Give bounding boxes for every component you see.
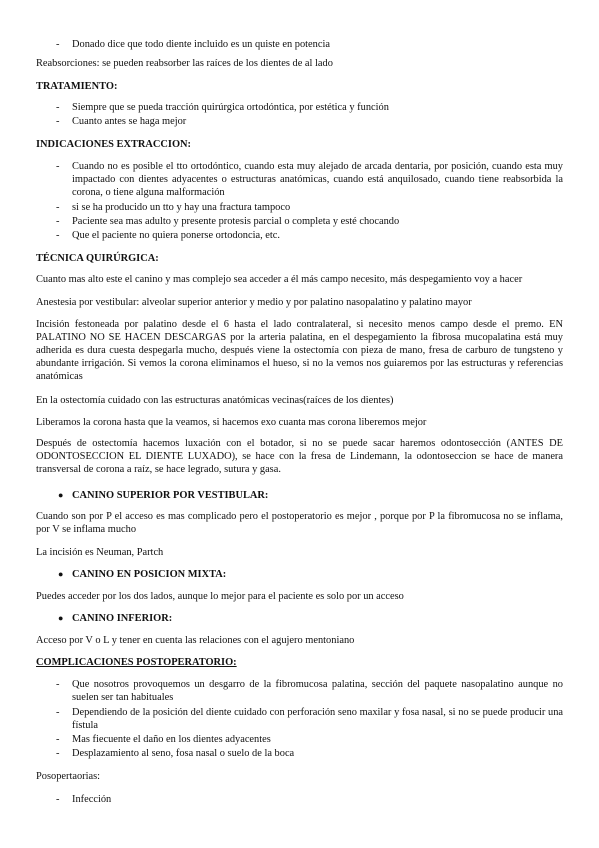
heading-tratamiento: TRATAMIENTO: (36, 81, 118, 92)
paragraph: Cuando son por P el acceso es mas complicado pero el postoperatorio es mejor , porque por P la fibromucosa no se inflama, por V se inflama mucho (36, 511, 563, 535)
list-dash: - (56, 748, 60, 759)
paragraph: La incisión es Neuman, Partch (36, 547, 164, 558)
paragraph: Puedes acceder por los dos lados, aunque lo mejor para el paciente es solo por un acceso (36, 591, 404, 602)
heading-canino-mixta: CANINO EN POSICION MIXTA: (72, 569, 227, 580)
heading-indicaciones: INDICACIONES EXTRACCION: (36, 139, 192, 150)
paragraph: Anestesia por vestibular: alveolar superior anterior y medio y por palatino nasopalatino y palatino mayor (36, 297, 472, 308)
list-dash: - (56, 39, 60, 50)
bullet-icon: ● (58, 569, 64, 579)
list-dash: - (56, 116, 60, 127)
list-dash: - (56, 202, 60, 213)
list-item: Que el paciente no quiera ponerse ortodoncia, etc. (72, 230, 281, 241)
list-item: Dependiendo de la posición del diente cuidado con perforación seno maxilar y fosa nasal, si no se puede producir una fístula (72, 707, 563, 731)
list-dash: - (56, 161, 60, 172)
paragraph: Cuanto mas alto este el canino y mas complejo sea acceder a él más campo necesito, más despegamiento voy a hacer (36, 274, 523, 285)
list-dash: - (56, 230, 60, 241)
list-item: Que nosotros provoquemos un desgarro de la fibromucosa palatina, sección del paquete nasopalatino aunque no suelen ser tan habituales (72, 679, 563, 703)
heading-complicaciones: COMPLICACIONES POSTOPERATORIO: (36, 657, 237, 668)
paragraph: Después de ostectomía hacemos luxación con el botador, si no se puede sacar haremos odontosección (ANTES DE ODONTOSECCION EL DIENTE LUXADO), se hace con la fresa de Lindemann, la odontoseccion se hace de manera transversal de corona a raíz, se hace legrado, sutura y gasa. (36, 438, 563, 475)
list-item: Infección (72, 794, 112, 805)
list-dash: - (56, 102, 60, 113)
paragraph-posoperatorias: Posopertaorias: (36, 771, 101, 782)
paragraph: Liberamos la corona hasta que la veamos, si hacemos exo cuanta mas corona liberemos mejor (36, 417, 427, 428)
paragraph: Acceso por V o L y tener en cuenta las relaciones con el agujero mentoniano (36, 635, 355, 646)
list-item: Cuando no es posible el tto ortodóntico, cuando esta muy alejado de arcada dentaria, por posición, cuando esta muy impactado con dientes adyacentes o estructuras anatómicas, cuando está anquilosado, cuando tiene reabsorbida la corona, o tiene alguna malformación (72, 161, 563, 198)
heading-tecnica: TÉCNICA QUIRÚRGICA: (36, 253, 159, 264)
list-dash: - (56, 734, 60, 745)
bullet-icon: ● (58, 613, 64, 623)
paragraph: En la ostectomía cuidado con las estructuras anatómicas vecinas(raíces de los dientes) (36, 395, 394, 406)
heading-canino-inferior: CANINO INFERIOR: (72, 613, 173, 624)
list-item: Paciente sea mas adulto y presente protesis parcial o completa y esté chocando (72, 216, 400, 227)
list-item: Donado dice que todo diente incluido es un quiste en potencia (72, 39, 330, 50)
list-dash: - (56, 707, 60, 718)
list-dash: - (56, 679, 60, 690)
list-dash: - (56, 794, 60, 805)
list-item: Mas fiecuente el daño en los dientes adyacentes (72, 734, 271, 745)
list-item: Cuanto antes se haga mejor (72, 116, 187, 127)
bullet-icon: ● (58, 490, 64, 500)
paragraph-reabsorciones: Reabsorciones: se pueden reabsorber las raíces de los dientes de al lado (36, 58, 333, 69)
list-item: Desplazamiento al seno, fosa nasal o suelo de la boca (72, 748, 295, 759)
list-item: Siempre que se pueda tracción quirúrgica ortodóntica, por estética y función (72, 102, 389, 113)
list-dash: - (56, 216, 60, 227)
paragraph: Incisión festoneada por palatino desde el 6 hasta el lado contralateral, si necesito menos campo desde el premo. EN PALATINO NO SE HACEN DESCARGAS por la arteria palatina, en el despegamiento la fibrosa mucopalatina está muy adherida es dura cuesta despegarla mucho, después viene la ostectomía con pieza de mano, fresa de carburo de tungsteno y abundante irrigación. Si vemos la corona eliminamos el hueso, si no la vemos nos guiaremos por las estructuras y referencias anatómicas (36, 319, 563, 382)
heading-canino-vestibular: CANINO SUPERIOR POR VESTIBULAR: (72, 490, 269, 501)
list-item: si se ha producido un tto y hay una fractura tampoco (72, 202, 291, 213)
